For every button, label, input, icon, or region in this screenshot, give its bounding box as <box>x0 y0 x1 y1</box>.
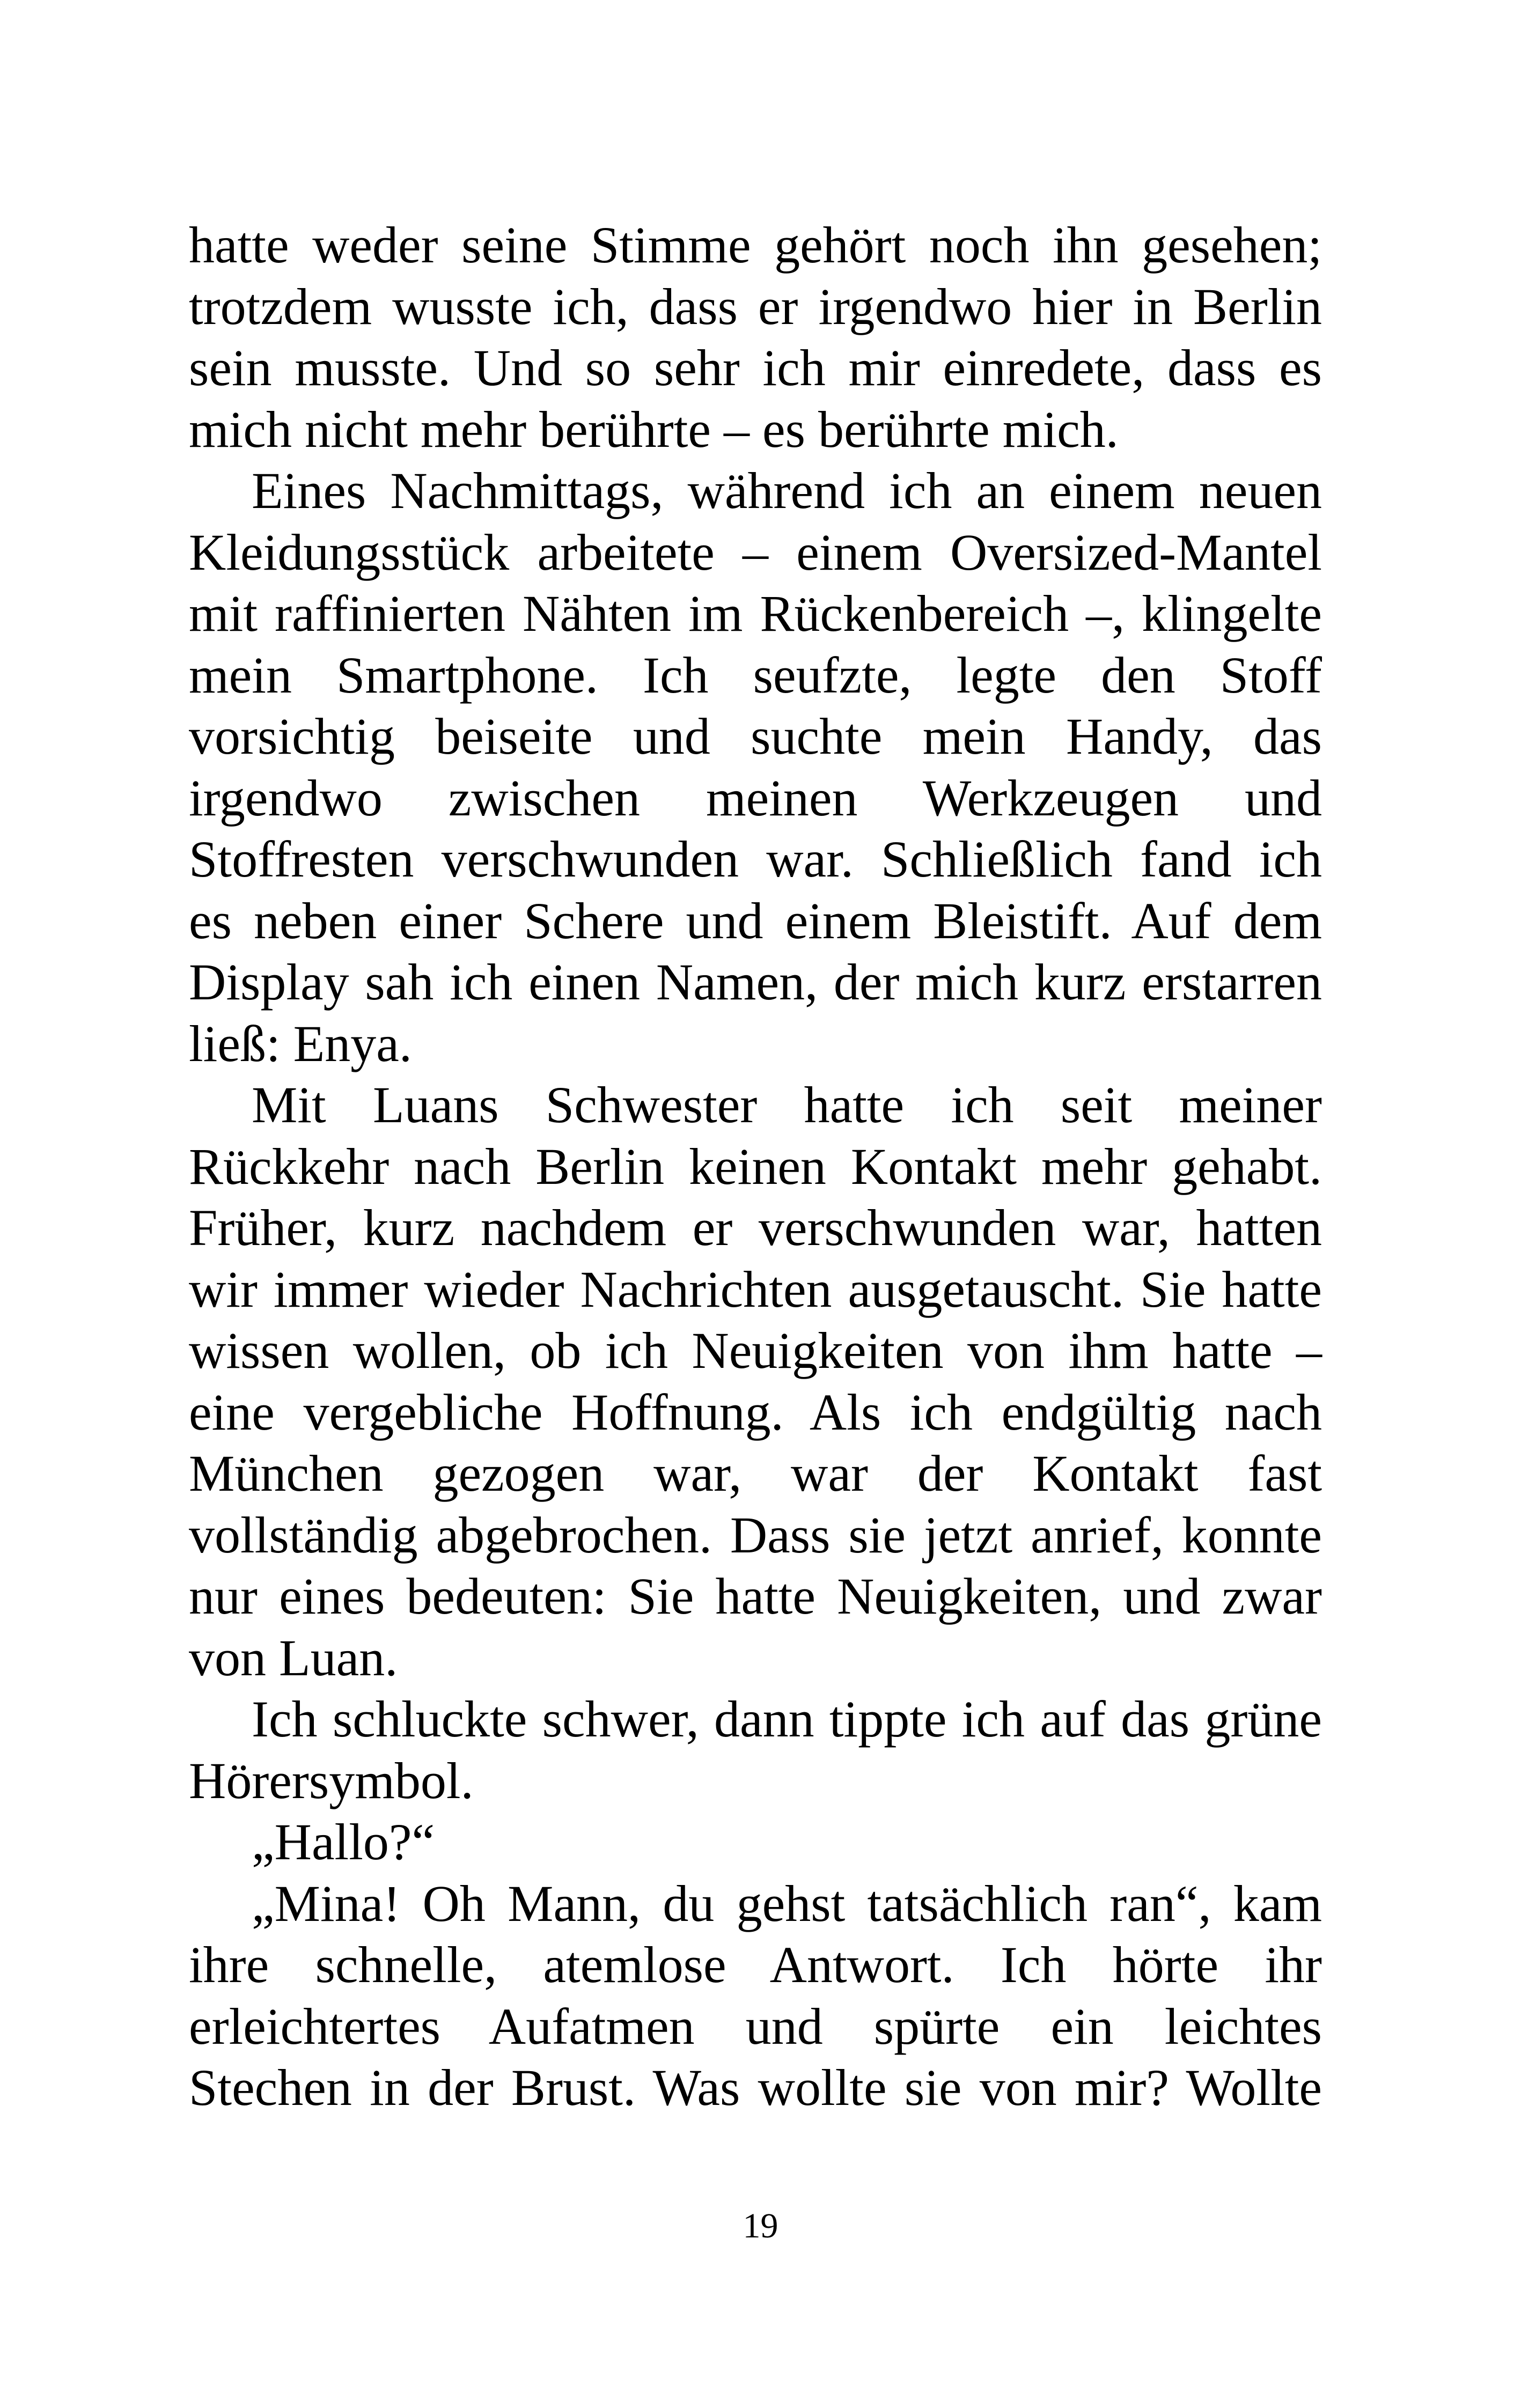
text-line: eine vergebliche Hoffnung. Als ich endgültig nach <box>189 1383 1322 1441</box>
text-line: wir immer wieder Nachrichten ausgetauscht. Sie hatte <box>189 1260 1322 1318</box>
text-line: mein Smartphone. Ich seufzte, legte den Stoff <box>189 646 1322 704</box>
text-line: Mit Luans Schwester hatte ich seit meiner <box>252 1076 1322 1133</box>
text-line: vollständig abgebrochen. Dass sie jetzt anrief, konnte <box>189 1506 1322 1564</box>
text-line: hatte weder seine Stimme gehört noch ihn gesehen; <box>189 216 1322 274</box>
page-number: 19 <box>743 2206 778 2245</box>
text-line: Früher, kurz nachdem er verschwunden war, hatten <box>189 1199 1322 1256</box>
text-line: Stechen in der Brust. Was wollte sie von mir? Wollte <box>189 2059 1322 2116</box>
text-line: nur eines bedeuten: Sie hatte Neuigkeiten, und zwar <box>189 1567 1322 1625</box>
text-line: Ich schluckte schwer, dann tippte ich auf das grüne <box>252 1690 1322 1748</box>
text-line: vorsichtig beiseite und suchte mein Handy, das <box>189 708 1322 765</box>
text-line: irgendwo zwischen meinen Werkzeugen und <box>189 769 1322 827</box>
text-line: erleichtertes Aufatmen und spürte ein leichtes <box>189 1997 1322 2055</box>
text-line: ließ: Enya. <box>189 1014 412 1072</box>
text-line: Rückkehr nach Berlin keinen Kontakt mehr gehabt. <box>189 1137 1322 1195</box>
text-line: Kleidungsstück arbeitete – einem Oversized-Mantel <box>189 523 1322 581</box>
text-line: mit raffinierten Nähten im Rückenbereich –, klingelte <box>189 585 1322 642</box>
text-line: von Luan. <box>189 1629 398 1687</box>
text-line: ihre schnelle, atemlose Antwort. Ich hörte ihr <box>189 1936 1322 1993</box>
text-line: „Mina! Oh Mann, du gehst tatsächlich ran“, kam <box>252 1874 1322 1932</box>
text-line: Stoffresten verschwunden war. Schließlich fand ich <box>189 830 1322 888</box>
text-line: Display sah ich einen Namen, der mich kurz erstarren <box>189 953 1322 1011</box>
text-line: mich nicht mehr berührte – es berührte mich. <box>189 400 1119 458</box>
text-line: es neben einer Schere und einem Bleistift. Auf dem <box>189 892 1322 949</box>
text-line: Eines Nachmittags, während ich an einem neuen <box>252 462 1322 519</box>
text-line: wissen wollen, ob ich Neuigkeiten von ihm hatte – <box>189 1322 1322 1379</box>
text-line: sein musste. Und so sehr ich mir einredete, dass es <box>189 339 1322 396</box>
text-line: Hörersymbol. <box>189 1751 474 1809</box>
text-line: trotzdem wusste ich, dass er irgendwo hier in Berlin <box>189 277 1322 335</box>
body-text <box>189 215 1322 2119</box>
text-line: München gezogen war, war der Kontakt fast <box>189 1445 1322 1502</box>
text-line: „Hallo?“ <box>252 1813 435 1871</box>
